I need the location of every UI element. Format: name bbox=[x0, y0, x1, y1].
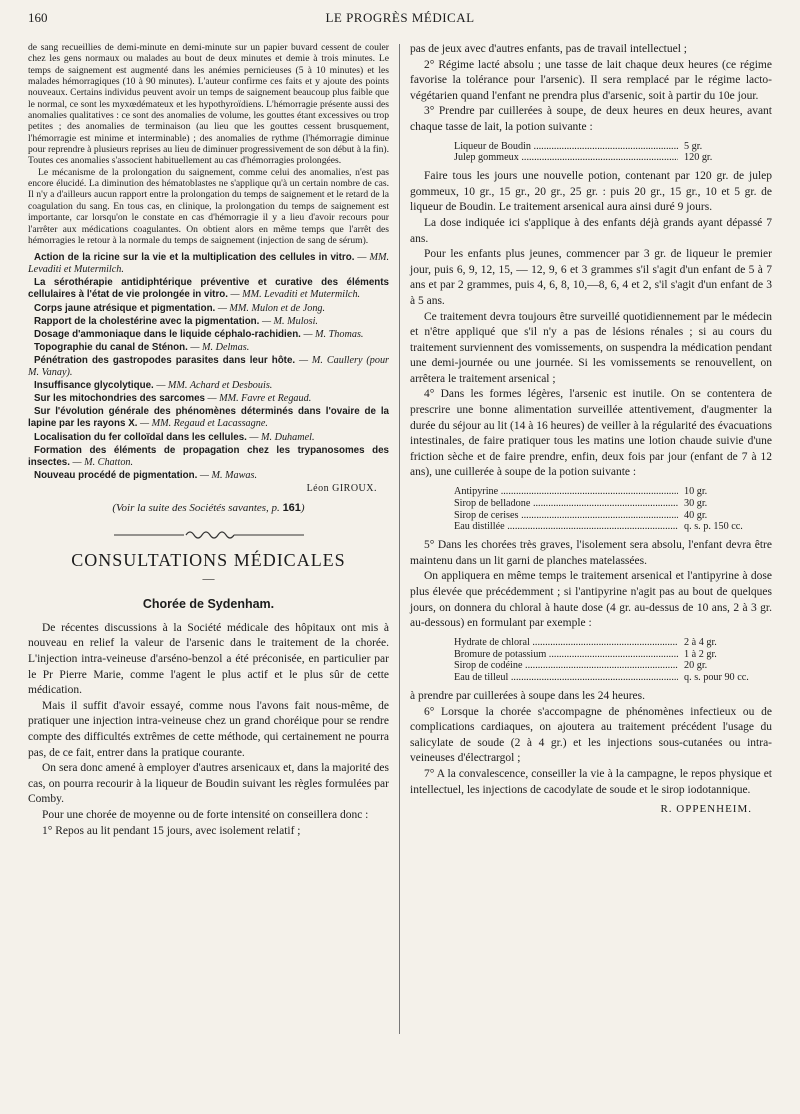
prescription-line bbox=[454, 672, 754, 684]
communication-authors: — MM. Regaud et Lacassagne. bbox=[137, 418, 268, 430]
prescription-1 bbox=[454, 141, 754, 165]
ingredient-quantity: 5 gr. bbox=[684, 140, 703, 152]
communications-list bbox=[28, 252, 389, 482]
body-paragraph: 1° Repos au lit pendant 15 jours, avec isolement relatif ; bbox=[42, 824, 301, 837]
ornament-divider bbox=[28, 528, 389, 542]
ingredient-name: Sirop de cerises ..... bbox=[454, 510, 678, 522]
left-column bbox=[28, 42, 389, 839]
communication-item bbox=[28, 393, 389, 405]
signature-oppenheim: R. OPPENHEIM. bbox=[660, 803, 752, 816]
signature-giroux: Léon GIROUX. bbox=[306, 482, 377, 494]
ingredient-quantity: q. s. pour 90 cc. bbox=[684, 672, 749, 684]
communication-title: La sérothérapie antidiphtérique préventive et curative des éléments cellulaires à l'état de vie prolongée in vitro. bbox=[28, 277, 389, 301]
page-number: 160 bbox=[28, 10, 48, 25]
ornament-icon bbox=[114, 529, 304, 541]
body-paragraph: Pour une chorée de moyenne ou de forte intensité on conseillera donc : bbox=[42, 809, 369, 821]
prescription-line bbox=[454, 649, 754, 661]
communication-item bbox=[28, 380, 389, 392]
communication-title: Insuffisance glycolytique. bbox=[34, 380, 154, 392]
body-paragraph: Mais il suffit d'avoir essayé, comme nous l'avons fait nous-même, de pratiquer une injection intra-veineuse chez un grand choréique pour se rendre compte des difficultés extrêmes de cette méthode, qui certainement ne pourra pas, de ce fait, entrer dans la pratique courante. bbox=[28, 699, 389, 759]
communication-authors: — M. Delmas. bbox=[187, 341, 250, 353]
communication-item bbox=[28, 303, 389, 315]
communication-authors: — M. Duhamel. bbox=[246, 431, 315, 443]
communication-item bbox=[28, 406, 389, 430]
communication-title: Nouveau procédé de pigmentation. bbox=[34, 469, 198, 481]
ingredient-name: Sirop de codéine ..... bbox=[454, 660, 678, 672]
communication-item bbox=[28, 342, 389, 354]
body-paragraph: De récentes discussions à la Société médicale des hôpitaux ont mis à nouveau en relief la valeur de l'arsenic dans le traitement de la chorée. L'injection intra-veineuse d'arséno-benzol a été préconisée, en particulier par le Pr Pierre Marie, comme l'agent le plus actif et le plus sûr de cette médication. bbox=[28, 621, 389, 697]
continuation-note bbox=[28, 502, 389, 514]
communication-authors: — M. Chatton. bbox=[69, 456, 134, 468]
communication-item bbox=[28, 316, 389, 328]
communication-authors: — M. Mawas. bbox=[197, 469, 258, 481]
body-paragraph: On appliquera en même temps le traitement arsenical et l'antipyrine à dose plus élevée que précédemment ; si l'antipyrine n'agit pas au bout de quelques jours, on donnera du chloral à haute dose (4 gr. au-dessus de 10 ans, 2 à 3 gr. au-dessous) en formulant par exemple : bbox=[410, 570, 772, 630]
communication-title: Corps jaune atrésique et pigmentation. bbox=[34, 302, 216, 314]
continuation-page: 161 bbox=[282, 501, 301, 514]
section-dash: — bbox=[202, 570, 215, 585]
article-body-left bbox=[28, 621, 389, 839]
prescription-line bbox=[454, 521, 754, 533]
ingredient-quantity: 10 gr. bbox=[684, 486, 708, 498]
communication-item bbox=[28, 445, 389, 469]
ingredient-name: Eau distillée ..... bbox=[454, 521, 678, 533]
communication-title: Sur les mitochondries des sarcomes bbox=[34, 393, 205, 405]
communication-authors: — MM. Favre et Regaud. bbox=[204, 393, 312, 405]
body-paragraph: 6° Lorsque la chorée s'accompagne de phénomènes infectieux ou de complications cardiaques, on ajoutera au traitement précédent l'usage du salicylate de soude (2 à 4 gr.) et les injections sous-cutanées ou intra-veineuses d'électrargol ; bbox=[410, 705, 772, 765]
communication-title: Localisation du fer colloïdal dans les cellules. bbox=[34, 431, 247, 443]
communication-title: Rapport de la cholestérine avec la pigmentation. bbox=[34, 315, 260, 327]
body-paragraph: La dose indiquée ici s'applique à des enfants déjà grands ayant dépassé 7 ans. bbox=[410, 216, 772, 245]
prescription-2 bbox=[454, 486, 754, 533]
abstract-block bbox=[28, 42, 389, 246]
communication-authors: — MM. Achard et Desbouis. bbox=[153, 380, 273, 392]
ingredient-quantity: 1 à 2 gr. bbox=[684, 648, 717, 660]
communication-title: Pénétration des gastropodes parasites dans leur hôte. bbox=[34, 354, 296, 366]
communication-title: Sur l'évolution générale des phénomènes déterminés dans l'ovaire de la lapine par les rayons X. bbox=[28, 406, 389, 430]
communication-item bbox=[28, 252, 389, 276]
page-header bbox=[28, 10, 772, 30]
prescription-line bbox=[454, 637, 754, 649]
right-column bbox=[410, 42, 772, 818]
communication-item bbox=[28, 470, 389, 482]
body-paragraph: 2° Régime lacté absolu ; une tasse de lait chaque deux heures (ce régime favorise la tolérance pour l'arsenic). Il sera remplacé par le régime lacto-végétarien quand l'enfant ne prendra plus d'arsenic, soit à partir du 10e jour. bbox=[410, 58, 772, 102]
communication-authors: — M. Caullery (pour M. Vanay). bbox=[28, 354, 389, 379]
continuation-end: ) bbox=[300, 501, 305, 514]
abstract-paragraph: Le mécanisme de la prolongation du saignement, comme celui des anomalies, n'est pas encore élucidé. La diminution des hématoblastes ne s'applique qu'à un certain nombre de cas. Il n'y a d'ailleurs aucun rapport entre la prolongation du temps de saignement et le retard de la coagulation du sang. En tous cas, en clinique, la prolongation du temps de saignement est importante, car lorsqu'on le constate en cas d'hémorragie il y a lieu d'avoir recours pour l'arrêter aux médications coagulantes. On obtient alors en même temps que l'arrêt des hémorragies le retour à la normale du temps de saignement (injection de sang de sérum). bbox=[28, 166, 389, 246]
body-paragraph: On sera donc amené à employer d'autres arsenicaux et, dans la majorité des cas, on pourra recourir à la liqueur de Boudin suivant les règles formulées par Comby. bbox=[28, 762, 389, 806]
prescription-line bbox=[454, 660, 754, 672]
communication-title: Topographie du canal de Sténon. bbox=[34, 341, 188, 353]
communication-item bbox=[28, 277, 389, 301]
ingredient-quantity: 120 gr. bbox=[684, 152, 713, 164]
ingredient-name: Eau de tilleul ..... bbox=[454, 672, 678, 684]
abstract-paragraph: de sang recueillies de demi-minute en demi-minute sur un papier buvard cessent de couler chez les gens normaux ou malades au bout de deux minutes et demie à trois minutes. Le temps de saignement est augmenté dans les anémies pernicieuses (5 à 10 minutes) et les malades hémorragiques (10 à 90 minutes). L'auteur confirme ces faits et y ajoute des points nouveaux. Certains individus peuvent avoir un temps de saignement beaucoup plus faible que le normal, ce sont les myxœdémateux et les hypothyroïdiens. L'hémorragie présente aussi des anomalies qualitatives : ce sont des anomalies de volume, les gouttes étant excessives ou trop petites ; des anomalies de terminaison (au lieu que les gouttes cessent brusquement, l'hémorragie est minime et interminable) ; des anomalies de rythme (l'hémorragie diminue pour reprendre à plusieurs reprises au lieu de diminuer progressivement de son début à la fin). Toutes ces anomalies s'associent habituellement au cas d'hémorragies prolongées. bbox=[28, 42, 389, 167]
prescription-line bbox=[454, 510, 754, 522]
communication-item bbox=[28, 432, 389, 444]
ingredient-name: Liqueur de Boudin ..... bbox=[454, 141, 678, 153]
communication-title: Action de la ricine sur la vie et la multiplication des cellules in vitro. bbox=[34, 252, 355, 264]
body-paragraph: à prendre par cuillerées à soupe dans les 24 heures. bbox=[410, 689, 646, 702]
communication-authors: — MM. Mulon et de Jong. bbox=[215, 302, 326, 314]
body-paragraph: 7° A la convalescence, conseiller la vie à la campagne, le repos physique et intellectuel, les injections de cacodylate de soude et le sirop iodotannique. bbox=[410, 767, 772, 796]
body-paragraph: Ce traitement devra toujours être surveillé quotidiennement par le médecin et n'être appliqué que s'il n'y a pas de lésions rénales ; si au cours du traitement surviennent des vomissements, on suspendra la médication pendant une demi-journée ou une journée. Si les vomissements se renouvellent, on arrêtera le traitement arsenical ; bbox=[410, 310, 772, 385]
prescription-line bbox=[454, 498, 754, 510]
journal-title: LE PROGRÈS MÉDICAL bbox=[325, 10, 475, 25]
body-paragraph: Pour les enfants plus jeunes, commencer par 3 gr. de liqueur le premier jour, puis 6, 9, 12, 15, — 12, 9, 6 et 3 grammes s'il s'agit d'un enfant de 5 à 7 ans et par 2 grammes, puis 4, 6, 8, 10,—8, 6, 4 et 2, s'il s'agit d'un enfant de 3 à 5 ans. bbox=[410, 248, 772, 307]
prescription-line bbox=[454, 141, 754, 153]
ingredient-quantity: 20 gr. bbox=[684, 660, 708, 672]
communication-item bbox=[28, 329, 389, 341]
communication-authors: — MM. Levaditi et Mutermilch. bbox=[28, 252, 389, 276]
prescription-line bbox=[454, 152, 754, 164]
body-paragraph: Faire tous les jours une nouvelle potion, contenant par 120 gr. de julep gommeux, 10 gr., 15 gr., 20 gr., 25 gr. : puis 20 gr., 15 gr., 10 et 5 gr. de liqueur de Boudin. Le traitement arsenical aura ainsi duré 9 jours. bbox=[410, 170, 772, 214]
prescription-3 bbox=[454, 637, 754, 684]
prescription-line bbox=[454, 486, 754, 498]
body-paragraph: 3° Prendre par cuillerées à soupe, de deux heures en deux heures, avant chaque tasse de lait, la potion suivante : bbox=[410, 105, 772, 133]
column-divider bbox=[399, 44, 400, 1034]
ingredient-quantity: q. s. p. 150 cc. bbox=[684, 521, 743, 533]
article-subheading: Chorée de Sydenham. bbox=[142, 596, 275, 611]
ingredient-name: Bromure de potassium ..... bbox=[454, 649, 678, 661]
continuation-text: (Voir la suite des Sociétés savantes, p. bbox=[112, 501, 280, 514]
body-paragraph: 4° Dans les formes légères, l'arsenic est inutile. On se contentera de prescrire une bonne alimentation surveillée attentivement, d'augmenter la durée du séjour au lit (14 à 16 heures) de veiller à la régularité des évacuations intestinales, de faire pratiquer tous les matins une lotion chaude suivie d'une friction sèche et de faire prendre, enfin, deux fois par jour (enfant de 7 à 12 ans), une cuillerée à soupe de la potion suivante : bbox=[410, 388, 772, 479]
ingredient-name: Sirop de belladone ..... bbox=[454, 498, 678, 510]
ingredient-name: Antipyrine ..... bbox=[454, 486, 678, 498]
section-title: CONSULTATIONS MÉDICALES bbox=[71, 549, 346, 570]
ingredient-name: Julep gommeux ..... bbox=[454, 152, 678, 164]
communication-title: Dosage d'ammoniaque dans le liquide céphalo-rachidien. bbox=[34, 328, 301, 340]
body-paragraph: pas de jeux avec d'autres enfants, pas de travail intellectuel ; bbox=[410, 43, 687, 55]
ingredient-quantity: 30 gr. bbox=[684, 497, 708, 509]
communication-authors: — M. Thomas. bbox=[300, 328, 364, 340]
communication-item bbox=[28, 355, 389, 379]
communication-authors: — M. Mulosi. bbox=[259, 315, 318, 327]
ingredient-name: Hydrate de chloral ..... bbox=[454, 637, 678, 649]
ingredient-quantity: 2 à 4 gr. bbox=[684, 636, 717, 648]
communication-title: Formation des éléments de propagation chez les trypanosomes des insectes. bbox=[28, 444, 389, 468]
ingredient-quantity: 40 gr. bbox=[684, 509, 708, 521]
body-paragraph: 5° Dans les chorées très graves, l'isolement sera absolu, l'enfant devra être maintenu dans un lit garni de planches matelassées. bbox=[410, 539, 772, 567]
communication-authors: — MM. Levaditi et Mutermilch. bbox=[227, 289, 361, 301]
